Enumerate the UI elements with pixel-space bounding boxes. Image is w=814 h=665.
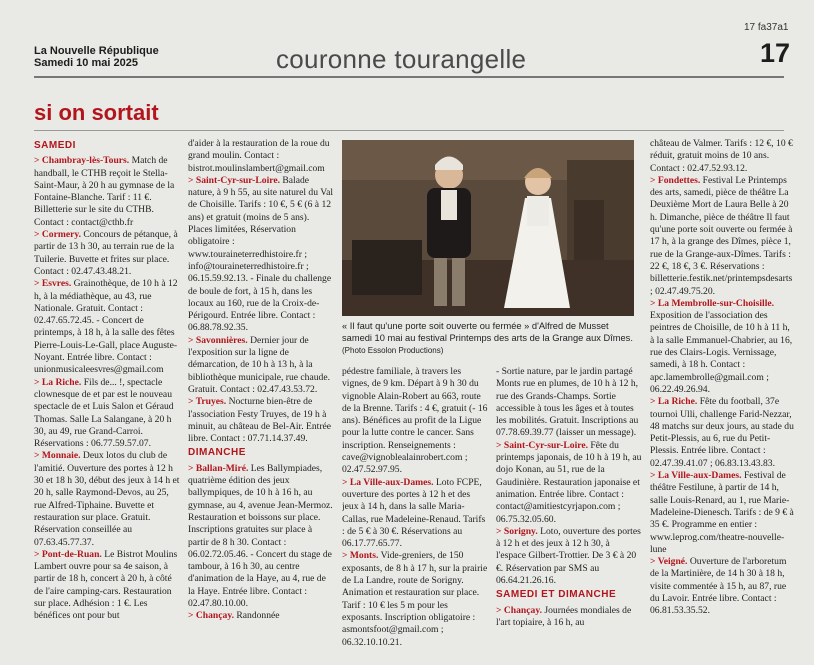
listing-location: > Saint-Cyr-sur-Loire. bbox=[496, 439, 588, 451]
page-number: 17 bbox=[760, 38, 791, 68]
listing bbox=[650, 298, 796, 396]
rubric-title: si on sortait bbox=[34, 100, 159, 125]
listing bbox=[34, 549, 180, 623]
listing-location: > Pont-de-Ruan. bbox=[34, 548, 102, 560]
listing bbox=[650, 175, 796, 298]
listing bbox=[188, 396, 334, 445]
listing bbox=[188, 175, 334, 335]
listing bbox=[496, 605, 642, 630]
listing bbox=[34, 278, 180, 376]
listing-text: Fête du football, 37e tournoi Ulli, challenge Farid-Nezzar, 48 matchs sur deux jours, au stade du Petit-Plessis, au 6, rue du Petit-Plessis. Entrée libre. Contact : 02.47.39.41.07 ; 06.83.13.43.83. bbox=[650, 396, 794, 469]
listing-location: > Fondettes. bbox=[650, 174, 701, 186]
listing-text: Loto, ouverture des portes à 12 h et des jeux à 12 h 30, à l'espace Gilbert-Trottier. De 3 € à 20 €. Réservation par SMS au 06.64.21.26.16. bbox=[496, 525, 641, 587]
listing bbox=[188, 463, 334, 611]
listing-location: > La Ville-aux-Dames. bbox=[650, 470, 742, 482]
column-2 bbox=[188, 138, 334, 665]
listing-text: Exposition de l'association des peintres de Choisille, de 10 h à 11 h, à la salle Emmanuel-Chabrier, au 16, rue des Clairs-Logis. Vernissage, samedi, à 18 h. Contact : apc.lamembrolle@gmail.com ; 06.22.49.26.94. bbox=[650, 310, 793, 395]
listing-text: Le Bistrot Moulins Lambert ouvre pour sa 4e saison, à partir de 18 h, concert à 20 h, à côté de l'aire camping-cars. Restauration sur place. Adhésion : 1 €. Les bénéfices ont pour but bbox=[34, 548, 178, 622]
listing-continued: - Sortie nature, par le jardin partagé Monts rue en plumes, de 10 h à 12 h, rue des Grands-Champs. Sortie accessible à tous les âges et à toutes les mobilités. Gratuit. Inscriptions au 07.78.69.39.77 (laisser un message). bbox=[496, 366, 639, 439]
listing-location: > Chançay. bbox=[496, 604, 542, 616]
listing-location: > La Ville-aux-Dames. bbox=[342, 476, 434, 488]
listing bbox=[650, 556, 796, 617]
listing-location: > Veigné. bbox=[650, 556, 688, 568]
listing-location: > Monnaie. bbox=[34, 450, 81, 462]
listing-text: Balade nature, à 9 h 55, au site naturel du Val de Choisille. Tarifs : 10 €, 5 € (6 à 12 ans) et gratuit (moins de 5 ans). Places limitées, Réservation obligatoire : www.touraineterredhistoire.fr ; info@touraineterredhistoire.fr ; 06.15.59.92.13. - Finale du challenge de boule de fort, à 15 h, dans les locaux au 160, rue de la Croix-de-Périgourd. Entrée libre. Contact : 06.88.78.92.35. bbox=[188, 174, 334, 334]
listing bbox=[342, 550, 488, 648]
day-heading: SAMEDI bbox=[34, 140, 76, 151]
listing-location: > Ballan-Miré. bbox=[188, 462, 249, 474]
listing bbox=[496, 526, 642, 587]
listing-text: Journées mondiales de l'art topiaire, à 16 h, au bbox=[496, 604, 632, 628]
listing bbox=[650, 396, 796, 470]
listing-text: Vide-greniers, de 150 exposants, de 8 h à 17 h, sur la prairie de La Landre, route de Sorigny. Animation et restauration sur place. Tarif : 10 € les 5 m pour les exposants. Inscription obligatoire : asmontsfoot@gmail.com ; 06.32.10.10.21. bbox=[342, 550, 488, 648]
listing-continued: d'aider à la restauration de la roue du grand moulin. Contact : bistrot.moulinslambert@gmail.com bbox=[188, 138, 330, 174]
listing-text: Festival de théâtre Festilune, à partir de 14 h, salle Louis-Renard, au 1, rue Marie-Madeleine-Dienesch. Tarifs : de 9 € à 35 €. Programme en entier : www.leprog.com/theatre-nouvelle-lune bbox=[650, 470, 794, 555]
listing-location: > Sorigny. bbox=[496, 525, 538, 537]
column-5 bbox=[650, 138, 796, 665]
listing-text: Loto FCPE, ouverture des portes à 12 h et des jeux à 14 h, dans la salle Maria-Callas, rue Madeleine-Renaud. Tarifs : de 5 € à 30 €. Réservations au 06.17.77.65.77. bbox=[342, 476, 486, 550]
listing bbox=[34, 377, 180, 451]
issue-date: Samedi 10 mai 2025 bbox=[34, 57, 138, 69]
day-heading: DIMANCHE bbox=[188, 447, 246, 459]
listing-location: > Esvres. bbox=[34, 278, 72, 290]
listing bbox=[188, 335, 334, 396]
column-4 bbox=[496, 366, 642, 665]
header-rule bbox=[34, 76, 784, 78]
listing bbox=[342, 477, 488, 551]
listing bbox=[650, 470, 796, 556]
listing-text: Concours de pétanque, à partir de 13 h 30, au terrain rue de la Tuilerie. Buvette et frites sur place. Contact : 02.47.43.48.21. bbox=[34, 229, 178, 277]
column-1 bbox=[34, 138, 180, 665]
listing-text: Deux lotos du club de l'amitié. Ouverture des portes à 12 h 30 et 18 h 30, début des jeux à 14 h et 20 h, salle Raymond-Devos, au 25, rue Alfred-Tiphaine. Buvette et restauration sur place. Gratuit. Réservation conseillée au 07.63.45.77.37. bbox=[34, 450, 180, 548]
photo-caption bbox=[342, 320, 636, 357]
photo-credit: (Photo Essolon Productions) bbox=[342, 346, 444, 355]
listing-text: Nocturne bien-être de l'association Festy Truyes, de 19 h à minuit, au château de Bel-Air. Entrée libre. Contact : 07.71.14.37.49. bbox=[188, 396, 332, 445]
listing-location: > La Riche. bbox=[650, 396, 698, 408]
column-3 bbox=[342, 366, 488, 665]
newspaper-name: La Nouvelle République bbox=[34, 45, 159, 57]
listing-location: > Monts. bbox=[342, 550, 379, 562]
listing-continued: pédestre familiale, à travers les vignes, de 9 km. Départ à 9 h 30 du vignoble Alain-Robert au 663, route de la Brenne. Tarifs : 4 €, gratuit (- 16 ans). Bénéfices au profit de la Ligue pour la lutte contre le cancer. Sans inscription. Renseignements : cave@vignoblealainrobert.com ; 02.47.52.97.95. bbox=[342, 366, 488, 476]
listing bbox=[188, 610, 334, 622]
rubric-rule bbox=[34, 130, 784, 131]
listing-text: Festival Le Printemps des arts, samedi, pièce de théâtre La Deuxième Mort de Laura Belle à 20 h. Dimanche, pièce de théâtre Il faut qu'une porte soit ouverte ou fermée à 17 h, à la grange des Dîmes, pièce 1, rue de la Grange-aux-Dîmes. Tarifs : 22 €, 18 €, 3 €. Réservations : billetterie.festik.net/printempsdesarts ; 02.47.49.75.20. bbox=[650, 174, 793, 297]
listing-location: > Chambray-lès-Tours. bbox=[34, 155, 130, 167]
listing-location: > Cormery. bbox=[34, 229, 82, 241]
listing-location: > Savonnières. bbox=[188, 334, 248, 346]
listing-text: Ouverture de l'arboretum de la Martinière, de 14 h 30 à 18 h, visite commentée à 15 h, au 87, rue du Lavoir. Entrée libre. Contact : 06.81.53.35.52. bbox=[650, 556, 787, 617]
listing-text: Dernier jour de l'exposition sur la ligne de démarcation, de 10 h à 13 h, à la bibliothèque municipale, rue chaude. Gratuit. Contact : 02.47.43.53.72. bbox=[188, 334, 330, 395]
section-title: couronne tourangelle bbox=[276, 44, 527, 74]
listing-text: Match de handball, le CTHB reçoit le Stella-Saint-Maur, à 20 h au gymnase de la Fontaine-Blanche. Tarif : 11 €. Billetterie sur le site du CTHB. Contact : contact@cthb.fr bbox=[34, 155, 175, 228]
theatre-photo-image bbox=[342, 140, 634, 316]
listing bbox=[496, 440, 642, 526]
listing-text: Les Ballympiades, quatrième édition des jeux ballympiques, de 10 h à 16 h, au gymnase, au 4, avenue Jean-Mermoz. Restauration et boissons sur place. Inscriptions gratuites sur place à partir de 8 h 30. Contact : 06.02.72.05.46. - Concert du stage de tambour, à 16 h 30, au centre d'animation de la Haye, au 4, rue de la Haye. Entrée libre. Contact : 02.47.80.10.00. bbox=[188, 462, 333, 609]
theatre-photo bbox=[342, 140, 634, 316]
listing bbox=[34, 155, 180, 229]
listing-location: > Chançay. bbox=[188, 610, 234, 622]
caption-text: « Il faut qu'une porte soit ouverte ou fermée » d'Alfred de Musset samedi 10 mai au festival Printemps des arts de la Grange aux Dîmes. bbox=[342, 321, 633, 343]
listing-location: > Truyes. bbox=[188, 396, 227, 408]
day-heading: SAMEDI ET DIMANCHE bbox=[496, 589, 617, 601]
listing-location: > La Membrolle-sur-Choisille. bbox=[650, 297, 775, 309]
listing-location: > La Riche. bbox=[34, 376, 82, 388]
listing-text: Randonnée bbox=[233, 610, 280, 622]
listing bbox=[34, 229, 180, 278]
listing-text: Fête du printemps japonais, de 10 h à 19 h, au dojo Konan, au 51, rue de la Gaudinière. Restauration japonaise et animation. Entrée libre. Contact : contact@amitiestcyrjapon.com ; 06.75.32.05.60. bbox=[496, 439, 642, 525]
listing-continued: château de Valmer. Tarifs : 12 €, 10 € réduit, gratuit moins de 10 ans. Contact : 02.47.52.93.12. bbox=[650, 138, 793, 174]
listing bbox=[34, 450, 180, 548]
listing-location: > Saint-Cyr-sur-Loire. bbox=[188, 174, 280, 186]
listing-text: Fils de... !, spectacle clownesque de et par est le nouveau spectacle de et Luis Salon et Géraud Thomas. Salle La Salangane, à 20 h 30, au 49, rue Grand-Carroi. Réservations : 06.77.59.57.07. bbox=[34, 376, 174, 450]
page-code: 17 fa37a1 bbox=[744, 22, 789, 33]
listing-text: Grainothèque, de 10 h à 12 h, à la médiathèque, au 43, rue Nationale. Gratuit. Contact : 02.47.65.72.45. - Concert de printemps, à 18 h, à la salle des fêtes Pierre-Louis-Le-Gall, place Auguste-Noyant. Entrée libre. Contact : unionmusicaleesvres@gmail.com bbox=[34, 278, 178, 376]
